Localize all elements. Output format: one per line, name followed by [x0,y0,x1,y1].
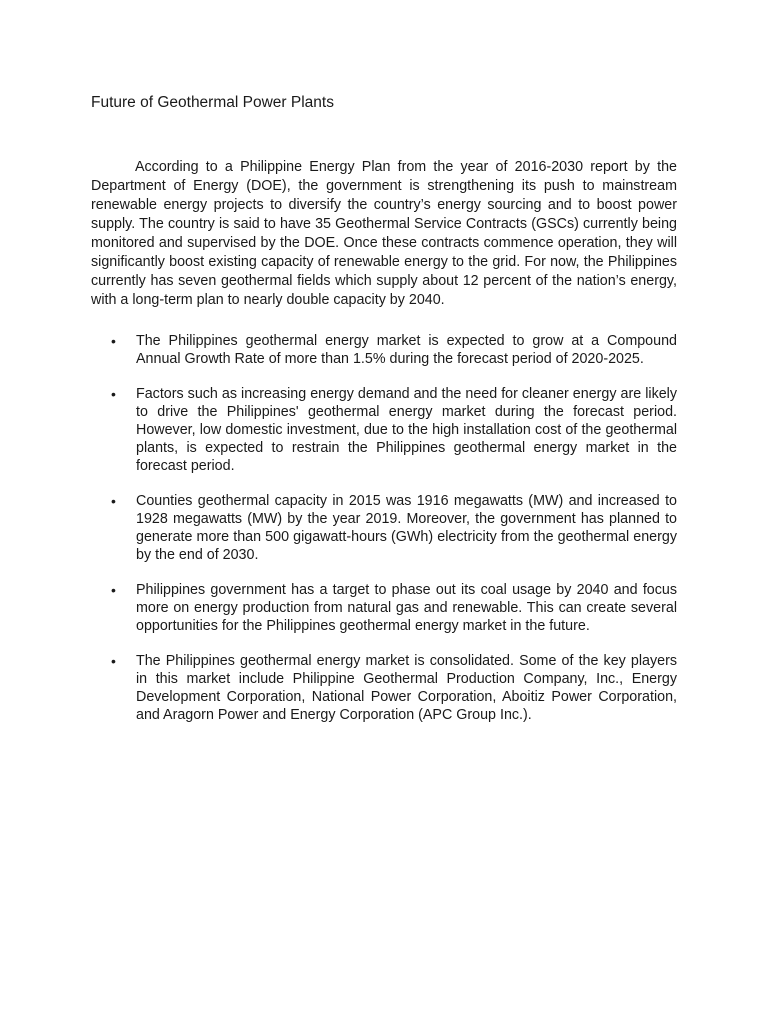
intro-paragraph: According to a Philippine Energy Plan from the year of 2016-2030 report by the Department of Energy (DOE), the government is strengthening its push to mainstream renewable energy projects to diversify the country’s energy sourcing and to boost power supply. The country is said to have 35 Geothermal Service Contracts (GSCs) currently being monitored and supervised by the DOE. Once these contracts commence operation, they will significantly boost existing capacity of renewable energy to the grid. For now, the Philippines currently has seven geothermal fields which supply about 12 percent of the nation’s energy, with a long-term plan to nearly double capacity by 2040. [91,159,677,308]
list-item-text: The Philippines geothermal energy market is consolidated. Some of the key players in this market include Philippine Geothermal Production Company, Inc., Energy Development Corporation, National Power Corporation, Aboitiz Power Corporation, and Aragorn Power and Energy Corporation (APC Group Inc.). [136,653,677,723]
list-item [91,492,677,564]
list-item [91,581,677,635]
document-title: Future of Geothermal Power Plants [91,94,334,111]
bullet-dot-icon: • [111,582,116,598]
bullet-dot-icon: • [111,493,116,509]
bullet-dot-icon: • [111,386,116,402]
list-item [91,652,677,724]
list-item-text: Factors such as increasing energy demand and the need for cleaner energy are likely to drive the Philippines' geothermal energy market during the forecast period. However, low domestic investment, due to the high installation cost of the geothermal plants, is expected to restrain the Philippines geothermal energy market in the forecast period. [136,386,677,474]
list-item [91,332,677,368]
list-item [91,385,677,475]
list-item-text: The Philippines geothermal energy market is expected to grow at a Compound Annual Growth Rate of more than 1.5% during the forecast period of 2020-2025. [136,333,677,367]
bullet-list [91,332,677,741]
bullet-dot-icon: • [111,653,116,669]
bullet-dot-icon: • [111,333,116,349]
list-item-text: Philippines government has a target to phase out its coal usage by 2040 and focus more on energy production from natural gas and renewable. This can create several opportunities for the Philippines geothermal energy market in the future. [136,582,677,634]
list-item-text: Counties geothermal capacity in 2015 was 1916 megawatts (MW) and increased to 1928 megawatts (MW) by the year 2019. Moreover, the government has planned to generate more than 500 gigawatt-hours (GWh) electricity from the geothermal energy by the end of 2030. [136,493,677,563]
